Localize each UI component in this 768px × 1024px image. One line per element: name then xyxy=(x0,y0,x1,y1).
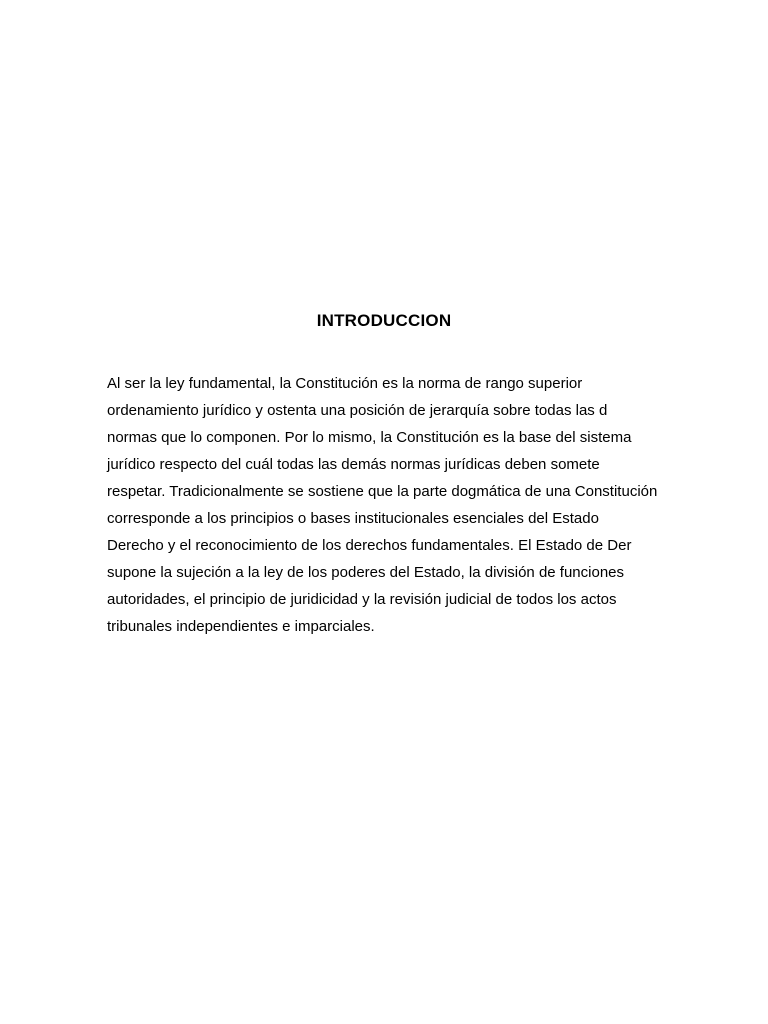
paragraph-line: Derecho y el reconocimiento de los derechos fundamentales. El Estado de Der xyxy=(107,537,632,554)
introduction-paragraph xyxy=(107,370,707,640)
paragraph-line: tribunales independientes e imparciales. xyxy=(107,618,375,635)
paragraph-line: ordenamiento jurídico y ostenta una posición de jerarquía sobre todas las d xyxy=(107,402,608,419)
paragraph-line: supone la sujeción a la ley de los poderes del Estado, la división de funciones xyxy=(107,564,625,581)
paragraph-line: corresponde a los principios o bases institucionales esenciales del Estado xyxy=(107,510,599,527)
paragraph-line: respetar. Tradicionalmente se sostiene que la parte dogmática de una Constitución xyxy=(107,483,658,500)
paragraph-line: Al ser la ley fundamental, la Constitución es la norma de rango superior xyxy=(107,375,583,392)
paragraph-line: jurídico respecto del cuál todas las demás normas jurídicas deben somete xyxy=(107,456,600,473)
page-title: INTRODUCCION xyxy=(316,311,452,330)
paragraph-line: autoridades, el principio de juridicidad y la revisión judicial de todos los actos xyxy=(107,591,617,608)
paragraph-line: normas que lo componen. Por lo mismo, la Constitución es la base del sistema xyxy=(107,429,632,446)
